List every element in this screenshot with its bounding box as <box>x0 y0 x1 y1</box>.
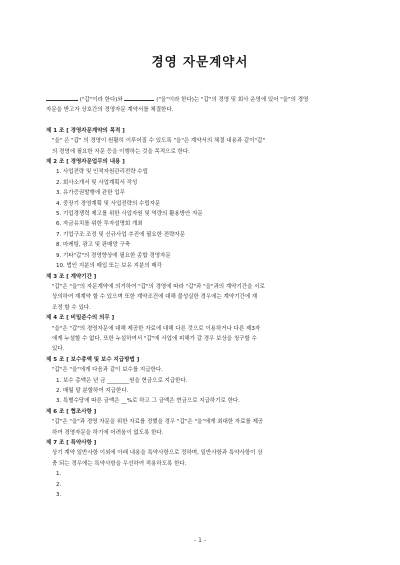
article-text-line: 상의하여 재계약 할 수 있으며 또한 계약조건에 대해 불성실한 경우에는 계약기간에 재 <box>52 294 258 301</box>
list-item: 7. 기업구조 조정 및 신규사업 추진에 필요한 전략자문 <box>56 231 186 238</box>
list-item: 9. 기타"갑"의 경영향상에 필요한 종합 경영자문 <box>56 252 171 259</box>
article-5 <box>46 355 358 407</box>
article-text-line: 충 되는 경우에는 특약사항을 우선하여 적용하도록 한다. <box>52 460 187 467</box>
article-text-line: 있다. <box>52 346 65 353</box>
article-title: 제 5 조 [ 보수총액 및 보수 지급방법 ] <box>46 356 140 363</box>
list-item: 3. <box>56 492 62 499</box>
intro-line-1 <box>46 94 358 105</box>
list-item: 1. 보수 총액은 년 금 ________원을 현금으로 지급한다. <box>56 377 188 384</box>
list-item: 8. 마케팅, 광고 및 판매망 구축 <box>56 242 131 249</box>
article-text-line: 에게 누설할 수 없다. 또한 누설하여서 "갑"에 사업에 피해가 갈 경우 보상을 청구할 수 <box>52 335 257 342</box>
article-text-line: 조정 할 수 있다. <box>52 304 91 311</box>
article-2 <box>46 157 358 271</box>
list-item: 1. <box>56 471 62 478</box>
intro-part-1: ("갑"이라 한다)와 <box>79 97 123 103</box>
article-title: 제 3 조 [ 계약기간 ] <box>46 273 97 280</box>
intro-line-2: 자문을 받고자 상호간의 경영자문 계약서를 체결한다. <box>46 107 174 114</box>
list-item: 4. 중장기 경영계획 및 사업전략의 수립자문 <box>56 200 161 207</box>
article-3 <box>46 272 358 314</box>
list-item: 2. 매월 말 분할하여 지급한다. <box>56 387 129 394</box>
list-item: 1. 사업전략 및 인적자원관리전략 수립 <box>56 169 148 176</box>
article-4 <box>46 313 358 355</box>
list-item: 10. 법인 지분의 매입 또는 보유 지분의 매각 <box>56 263 162 270</box>
article-text-line: "갑"은 "을"과 경영 자문을 위한 자료를 정했을 경우 "갑"은 "을"에게 최대한 자료를 제공 <box>52 419 264 426</box>
article-7 <box>46 438 358 500</box>
article-text-line: 의 경영에 필요한 자문 등을 이행하는 것을 목적으로 한다. <box>52 148 190 155</box>
intro-paragraph <box>46 94 358 116</box>
article-text-line: "을" 은 "갑" 의 경영이 원활히 이루어질 수 있도록 "을"은 계약서의 체결 내용과 같이"갑" <box>52 138 265 145</box>
article-text-line: "갑"은 "을"에게 다음과 같이 보수를 지급한다. <box>52 367 163 374</box>
contract-body <box>46 94 358 500</box>
article-text-line: 하여 경영자문을 하기에 어려움이 없도록 한다. <box>52 429 164 436</box>
article-title: 제 2 조 [ 경영자문업무의 내용 ] <box>46 159 125 166</box>
list-item: 6. 자금유치를 위한 투자설명회 개최 <box>56 221 143 228</box>
article-text-line: "갑"은 "을"의 자문계약에 의거하여 "갑"의 경영에 따라 "갑"과 "을"과의 계약기간을 서로 <box>52 283 265 290</box>
article-text-line: 상기 계약 일반사항 이외에 아래 내용을 특약사항으로 정하며, 일반사항과 특약사항이 상 <box>52 450 263 457</box>
article-6 <box>46 407 358 438</box>
document-title: 경영 자문계약서 <box>151 54 249 69</box>
article-text-line: "을"은 "갑"의 경영자문에 대해 제공한 자료에 대해 다른 것으로 이용하거나 다른 제3자 <box>52 325 261 332</box>
list-item: 2. 회사소개서 및 사업계획서 작성 <box>56 179 138 186</box>
intro-part-2: ("을"이라 한다)는 "갑"의 경영 및 회사 운영에 있어 "을"의 경영 <box>156 97 309 103</box>
list-item: 3. 특별수당에 따른 금액은 __%로 하고 그 금액은 현금으로 지급하기로 한다. <box>56 398 240 405</box>
article-title: 제 4 조 [ 비밀준수의 의무 ] <box>46 315 115 322</box>
page-number: - 1 - <box>194 537 206 544</box>
list-item: 3. 유가증권발행에 관한 업무 <box>56 190 125 197</box>
article-title: 제 7 조 [ 특약사항 ] <box>46 440 97 446</box>
party-b-blank <box>124 94 154 101</box>
list-item: 2. <box>56 481 62 488</box>
article-title: 제 1 조 [ 경영자문계약의 목적 ] <box>46 127 125 134</box>
article-title: 제 6 조 [ 협조사항 ] <box>46 408 97 415</box>
article-1 <box>46 126 358 157</box>
list-item: 5. 기업경쟁력 제고를 위한 사업자원 및 역량의 활용방안 자문 <box>56 211 203 218</box>
party-a-blank <box>46 94 78 101</box>
